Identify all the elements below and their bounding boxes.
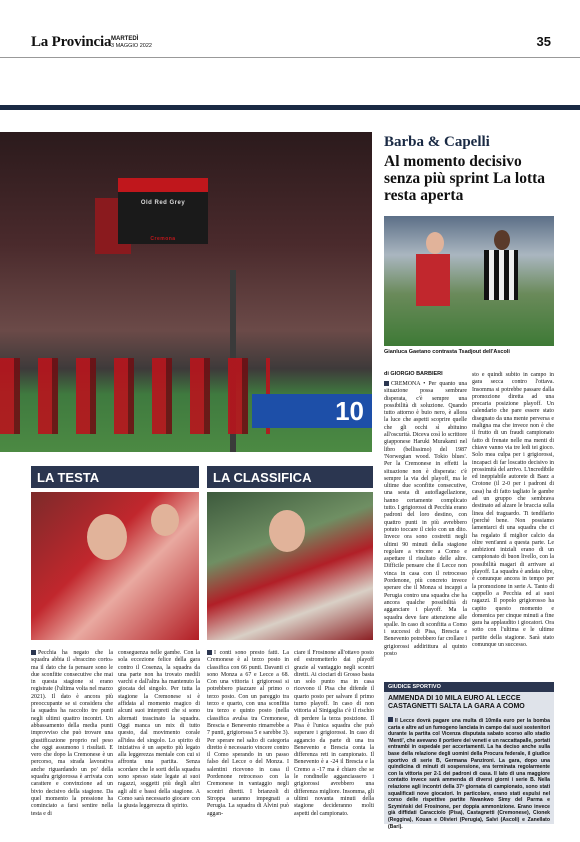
player-face xyxy=(269,510,305,552)
box-header: GIUDICE SPORTIVO xyxy=(384,682,554,692)
players-line xyxy=(0,358,270,434)
box-text xyxy=(388,717,550,830)
banner-subtext: Cremona xyxy=(150,236,176,242)
classifica-photo xyxy=(207,492,373,640)
testa-text-1: Pecchia ha negato che la squadra abbia il «braccino corto» ma il dato che fa pensare sono le due sconfitte consecutive che mai in questa stagione si erano registrate (l'ultima volta nel marzo 2021). Il dato è ancora più preoccupante se si considera che la squadra ha raccolto tre punti negli ultimi quattro incontri. Un abbassamento della media punti improvviso che può trovare una giustificazione proprio nel peso che oggi assumono i risultati. E vero che dopo la Cremonese è un percorso, ma strada lavorativa anche riguardando un po' della squadra grigiorossa è arrivata con carattere e convinzione ad un bivio decisivo della stagione. Da quel momento la pressione ha cominciato a farsi sentire nella testa e di xyxy=(31,650,113,817)
issue-date xyxy=(111,36,152,50)
player-face xyxy=(87,514,127,560)
ad-board xyxy=(252,394,372,428)
masthead-rule xyxy=(0,57,580,58)
striped-jersey xyxy=(484,250,518,300)
classifica-text-1: I conti sono presto fatti. La Cremonese è al terzo posto in classifica con 66 punti. Davanti ci sono Monza a 67 e Lecce a 68. Con una vittoria i grigiorossi si potrebbero piazzare al primo o terzo posto. Con un pareggio tra terzo e quarto, con una sconfitta tra terzo e quinto posto (nella classifica avulsa tra Cremonese, Brescia e Benevento rimarrebbe a 7 punti, grigiorossa 5 e sarebbe 3). Per sperare nel salto di categoria diretto è necessario vincere contro il Como sperando in un passo falso del Lecce o del Monza. I salentini ricevono in casa il Pordenone retrocesso con la Cremonese in vantaggio negli scontri diretti. I brianzoli di Stroppa saranno impegnati a Perugia. La squadra di Alvini può aggan- xyxy=(207,650,289,817)
section-rule xyxy=(0,105,580,110)
issue-weekday: MARTEDÌ xyxy=(111,36,139,42)
box-text-body: Il Lecce dovrà pagare una multa di 10mila euro per la bomba carta e altre ad un fumogeno lanciata in campo dai suoi sostenitori durante la partita col Vicenza disputata sabato scorso allo stadio 'Menti', che avevano il portiere dei veneti e un raccattapalle, portati entrambi in ospedale per accertamenti. La ha deciso anche sulla base della relazione degli uomini della Procura federale, il giudice sportivo di serie B, Germana Panzironi. La gara, dopo una quindicina di minuti di sospensione, era terminata regolarmente con la vittoria per 2-1 dei padroni di casa. Il lato di una maggiore contatto invece sarà ammenda di diversi giorni i serie B. Nella relazione agli incontri della 37ª giornata di campionato, sono stati squalificati nove giocatori. In particolare, erano stati espulsi nel corso delle rispettive partite Nwankwo Simy del Parma e Szymiński del Frosinone, per doppia ammonizione. Erano invece già diffidati Caracciolo (Pisa), Castagnetti (Cremonese), Cionek (Reggina), Kouan e Olivieri (Perugia), Salvi (Ascoli) e Zanellato (Bari). xyxy=(388,718,550,830)
article-headline: Al momento decisivo senza più sprint La lotta resta aperta xyxy=(384,153,546,204)
classifica-column-2 xyxy=(294,650,374,818)
article-column-1 xyxy=(384,381,467,658)
testa-column-1 xyxy=(31,650,113,818)
stadium-crowd-photo xyxy=(0,132,372,452)
paragraph-marker-icon xyxy=(31,650,36,655)
classifica-column-1 xyxy=(207,650,289,818)
article-text-2: sto e quindi subito in campo in gara secca contro l'ottava. Insomma si potrebbe passare dalla promozione diretta ad una precaria posizione playoff. Un calendario che pare essere stato disegnato da una mente perversa e maligna ma che invece non è che il frutto di un fraudi campionato fatto di frenate nelle ma menti di chiave vanno via tre ledi tei gioco. Solo mea culpa per i grigiorossi, incapaci di far loscatto decisivo in prossimità del arrivo. L'incredibile ed ineppiabile autorete di Baez a Crotone (il 2-0 per i padroni di casa) ha di fatto tagliato le gambe ad un gruppo che sembrava destinato ad alzare le braccia sulla linea del traguardo. Ti tendilario (perché bene. Non possiamo lamentarci di una squadra che ci ha regalato il miglior calcio da oltre vent'anni a questa parte. Le ambizioni iniziali erano di un campionato di buon livello, con la possibilità magari di arrivare ai playoff. La squadra è andata oltre, è comunque ancora in tempo per la promozione in serie A. Tanto di cappello a Pecchia ed ai suoi ragazzi. Il popolo grigiorosso ha capito questo momento e domenica per cinque minuti a fine gara ha applaudito i giocatori. Ora sotto con l'ultima e le ultime partite della stagione. Sarà stato comunque un successo. xyxy=(472,372,554,648)
article-column-2 xyxy=(472,372,554,649)
newspaper-brand: La Provincia xyxy=(31,34,112,50)
testa-column-2 xyxy=(118,650,200,811)
player-face xyxy=(426,232,444,254)
classifica-text-2: ciare il Frosinone all'ottavo posto ed estrometterlo dai playoff grazie al vantaggio negli scontri diretti. Ai ciociari di Grosso basta un solo punto ma in casa ricevono il Pisa che difende il quarto posto per salvare il primo turno playoff. In caso di non vittoria al Sinigaglia c'è il rischio di perdere la terza posizione. Il Pisa è l'unica squadra che può superare i grigiorossi. In caso di aggancio da parte di una tra Benevento e Brescia conta la differenza reti in campionato. Il Benevento è a -24 il Brescia e la Cremo a -17 ma è chiaro che se le rondinelle agganciassero i grigiorossi avrebbero una differenza migliore. Insomma, gli ultimi novanta minuti della stagione decideranno molti aspetti del campionato. xyxy=(294,650,374,817)
article-text-1: CREMONA • Per quanto una situazione possa sembrare disperata, c'è sempre una possibilità di soluzione. Quando tutto attorno è buio nero, è allora la luce che aspetti scoprire quelle che gli occhi sì abituino all'oscurità. Diceva così lo scrittore giapponese Haruki Murakami nel libro (bellissimo) del 1987 'Norwegian wood. Tokio blues'. Per la Cremonese in effetti la situazione non è disperata: c'è sempre la via del playoff, ma le ultime due sconfitte consecutive, una sesta di autoflagellazione, hanno certamente complicato tutto. I grigiorossi di Pecchia erano padroni del loro destino, con quattro punti in più avrebbero potuto toccare il cielo con un dito. Invece ora sono costretti negli ultimi 90 minuti della stagione regolare a vincere a Como e aspettare il risultato delle altre. Difficile pensare che il Lecce non vinca in casa con il retrocesso Pordenone, più concreto invece sperare che il Monza si incappi a Perugia contro una squadra che ha ancora qualche possibilità di agganciare i playoff. Ma la squadra deve fare attenzione alle spalle. In caso di sconfitta a Como i successi di Pisa, Brescia e Benevento potrebbero far crollare i grigiorossi addirittura al quinto posto xyxy=(384,381,468,657)
section-title-classifica: LA CLASSIFICA xyxy=(213,470,312,485)
masthead xyxy=(31,34,551,56)
ad-board-number: 10 xyxy=(335,396,364,426)
paragraph-marker-icon xyxy=(207,650,212,655)
article-byline: di GIORGIO BARBIERI xyxy=(384,371,443,377)
ultras-banner xyxy=(118,178,208,244)
section-title-testa: LA TESTA xyxy=(37,470,100,485)
player-face xyxy=(151,504,179,536)
paragraph-marker-icon xyxy=(384,381,389,386)
paragraph-marker-icon xyxy=(388,717,393,722)
box-title: AMMENDA DI 10 MILA EURO AL LECCE CASTAGNETTI SALTA LA GARA A COMO xyxy=(388,695,525,710)
page-number: 35 xyxy=(536,34,551,49)
right-article-header xyxy=(384,134,554,204)
article-kicker: Barba & Capelli xyxy=(384,134,490,150)
player-face xyxy=(494,230,510,250)
issue-date-text: 3 MAGGIO 2022 xyxy=(111,43,152,49)
banner-text: Old Red Grey xyxy=(140,200,186,206)
testa-text-2: conseguenza nelle gambe. Con la sola eccezione felice della gara contro il Cosenza, la squadra da una parte non ha trovato medili varchi e dall'altra ha mantenuto la giocata del singolo. Per tutta la stagione la Cremonese si è affidata al momento magico di alcuni suoi interpreti che si sono alternati trascinato la squadra. Oggi manca un mix di tutto questo, dal movimento corale all'idea del singolo. Lo spirito di iniziativa è un aspetto più legato alla leggerezza mentale con cui si affronta una partita. Senza scordare che le sorti della squadra sono spesso state legate ai suoi ragazzi, soggetti più degli altri agli alti e bassi della stagione. A Como sarà necessario giocare con la giusta leggerezza di spirito. xyxy=(118,650,200,810)
red-jersey xyxy=(416,254,450,306)
testa-photo xyxy=(31,492,199,640)
match-action-photo xyxy=(384,216,554,346)
photo-caption: Gianluca Gaetano contrasta Tsadjout dell'Ascoli xyxy=(384,349,510,355)
